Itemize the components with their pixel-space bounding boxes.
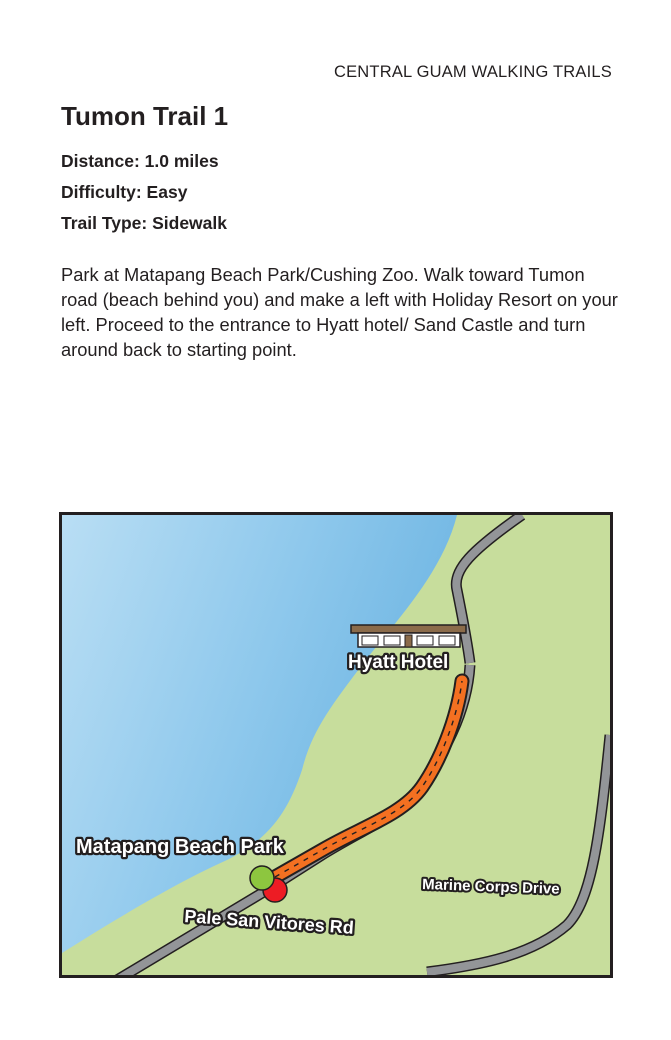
label-marine-corps-drive: Marine Corps Drive [421, 876, 560, 898]
trail-type: Trail Type: Sidewalk [61, 213, 227, 233]
hotel-building-icon [351, 625, 466, 647]
label-hyatt-hotel: Hyatt Hotel [348, 652, 449, 673]
label-matapang-beach-park: Matapang Beach Park [76, 836, 284, 858]
trail-description: Park at Matapang Beach Park/Cushing Zoo. Walk toward Tumon road (beach behind you) and make a left with Holiday Resort on your left. Proceed to the entrance to Hyatt hotel/ Sand Castle and turn around back to starting point. [61, 264, 618, 360]
label-pale-san-vitores-rd: Pale San Vitores Rd [183, 906, 355, 938]
start-marker-icon [250, 866, 274, 890]
trail-difficulty: Difficulty: Easy [61, 182, 188, 202]
trail-map[interactable] [59, 512, 613, 978]
trail-title: Tumon Trail 1 [61, 101, 229, 131]
trail-distance: Distance: 1.0 miles [61, 151, 219, 171]
map-canvas [62, 515, 610, 975]
header-section-label: CENTRAL GUAM WALKING TRAILS [333, 63, 612, 81]
